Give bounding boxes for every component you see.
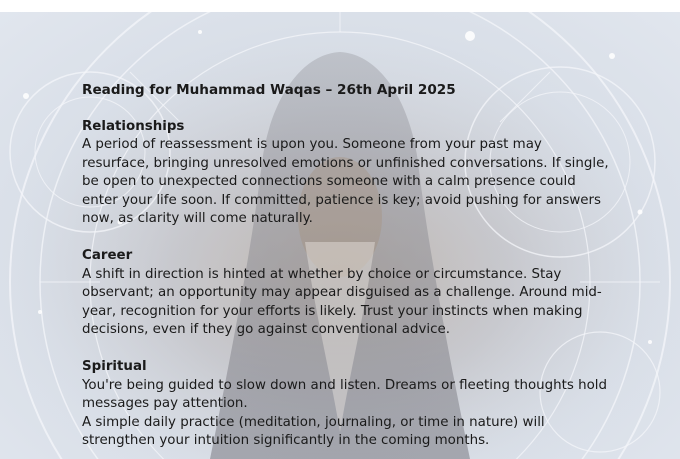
- section-heading-career: Career: [82, 248, 133, 263]
- reading-content: [82, 81, 612, 459]
- spiritual-paragraph-2: A simple daily practice (meditation, journaling, or time in nature) will strengthen your intuition significantly in the coming months.: [82, 414, 545, 448]
- career-paragraph: A shift in direction is hinted at whether by choice or circumstance. Stay observant; an opportunity may appear disguised as a challenge. Around mid-year, recognition for your efforts is likely. Trust your instincts when making decisions, even if they go against conventional advice.: [82, 266, 602, 337]
- section-career: [82, 247, 612, 340]
- reading-title: Reading for Muhammad Waqas – 26th April 2025: [82, 82, 456, 98]
- section-spiritual: [82, 358, 612, 451]
- section-heading-spiritual: Spiritual: [82, 359, 147, 374]
- spiritual-paragraph-1: You're being guided to slow down and listen. Dreams or fleeting thoughts hold messages pay attention.: [82, 377, 608, 411]
- section-relationships: [82, 118, 612, 229]
- relationships-paragraph: A period of reassessment is upon you. Someone from your past may resurface, bringing unresolved emotions or unfinished conversations. If single, be open to unexpected connections someone with a calm presence could enter your life soon. If committed, patience is key; avoid pushing for answers now, as clarity will come naturally.: [82, 137, 609, 226]
- section-heading-relationships: Relationships: [82, 118, 185, 134]
